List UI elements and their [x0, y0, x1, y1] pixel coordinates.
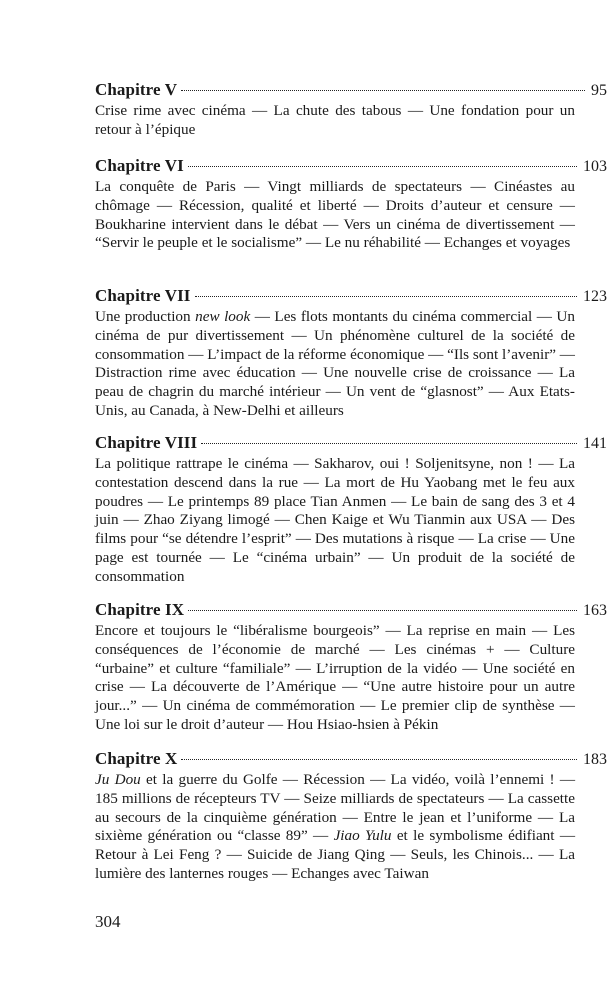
chapter-page-number: 183: [583, 751, 607, 768]
chapter-summary: Ju Dou et la guerre du Golfe — Récession — La vidéo, voilà l’ennemi ! — 185 millions de récepteurs TV — Seize milliards de spectateurs — La cassette au secours de la cinquième génération — Entre le jean et l’uniforme — La sixième génération ou “classe 89” — Jiao Yulu et le symbolisme édifiant — Retour à Lei Feng ? — Suicide de Jiang Qing — Seuls, les Chinois... — La lumière des lanternes rouges — Echanges avec Taiwan: [95, 771, 576, 882]
chapter-page-number: 141: [583, 435, 607, 452]
chapter-title: Chapitre VII: [95, 286, 191, 305]
chapter-page-number: 103: [583, 158, 607, 175]
toc-entry-chapitre-vi: [95, 156, 607, 253]
chapter-heading: [95, 749, 607, 771]
chapter-title: Chapitre V: [95, 80, 178, 99]
italic-title: Ju Dou: [95, 771, 141, 788]
chapter-summary: Crise rime avec cinéma — La chute des tabous — Une fondation pour un retour à l’épique: [95, 102, 575, 138]
chapter-page-number: 163: [583, 602, 607, 619]
italic-title: Jiao Yulu: [333, 827, 392, 845]
italic-title: new look: [195, 308, 251, 325]
chapter-title: Chapitre X: [95, 749, 178, 768]
chapter-page-number: 95: [591, 82, 607, 99]
toc-entry-chapitre-vii: [95, 286, 607, 421]
chapter-heading: [95, 80, 607, 102]
chapter-title: Chapitre VI: [95, 156, 184, 175]
chapter-heading: [95, 600, 607, 622]
chapter-summary: Encore et toujours le “libéralisme bourgeois” — La reprise en main — Les conséquences de l’économie de marché — Les cinémas + — Culture “urbaine” et culture “familiale” — L’irruption de la vidéo — Une société en crise — La découverte de l’Amérique — “Une autre histoire pour un autre jour...” — Un cinéma de commémoration — Le premier clip de synthèse — Une loi sur le droit d’auteur — Hou Hsiao-hsien à Pékin: [95, 622, 575, 733]
dot-leader: [188, 166, 577, 167]
toc-entry-chapitre-v: [95, 80, 607, 140]
dot-leader: [181, 759, 577, 760]
chapter-summary: La conquête de Paris — Vingt milliards de spectateurs — Cinéastes au chômage — Récession, qualité et liberté — Droits d’auteur et censure — Boukharine intervient dans le débat — Vers un cinéma de divertissement — “Servir le peuple et le socialisme” — Le nu réhabilité — Echanges et voyages: [95, 178, 575, 252]
toc-entry-chapitre-viii: [95, 433, 607, 587]
page-number: 304: [95, 912, 121, 931]
chapter-heading: [95, 286, 607, 308]
chapter-title: Chapitre IX: [95, 600, 185, 619]
toc-entry-chapitre-x: [95, 749, 607, 884]
chapter-summary: Une production new look — Les flots montants du cinéma commercial — Un cinéma de pur divertissement — Un phénomène culturel de la société de consommation — L’impact de la réforme économique — “Ils sont l’avenir” — Distraction rime avec éducation — Une nouvelle crise de croissance — La peau de chagrin du marché intérieur — Un vent de “glasnost” — Aux Etats-Unis, au Canada, à New-Delhi et ailleurs: [95, 308, 575, 419]
chapter-title: Chapitre VIII: [95, 433, 198, 452]
dot-leader: [201, 443, 577, 444]
dot-leader: [195, 296, 577, 297]
toc-entry-chapitre-ix: [95, 600, 607, 735]
dot-leader: [181, 90, 585, 91]
chapter-heading: [95, 433, 607, 455]
chapter-page-number: 123: [583, 288, 607, 305]
chapter-summary: La politique rattrape le cinéma — Sakharov, oui ! Soljenitsyne, non ! — La contestation descend dans la rue — La mort de Hu Yaobang met le feu aux poudres — Le printemps 89 place Tian Anmen — Le bain de sang des 3 et 4 juin — Zhao Ziyang limogé — Chen Kaige et Wu Tianmin aux USA — Des films pour “se détendre l’esprit” — Des mutations à risque — La crise — Une page est tournée — Le “cinéma urbain” — Un produit de la société de consommation: [95, 455, 575, 585]
chapter-heading: [95, 156, 607, 178]
dot-leader: [188, 610, 577, 611]
